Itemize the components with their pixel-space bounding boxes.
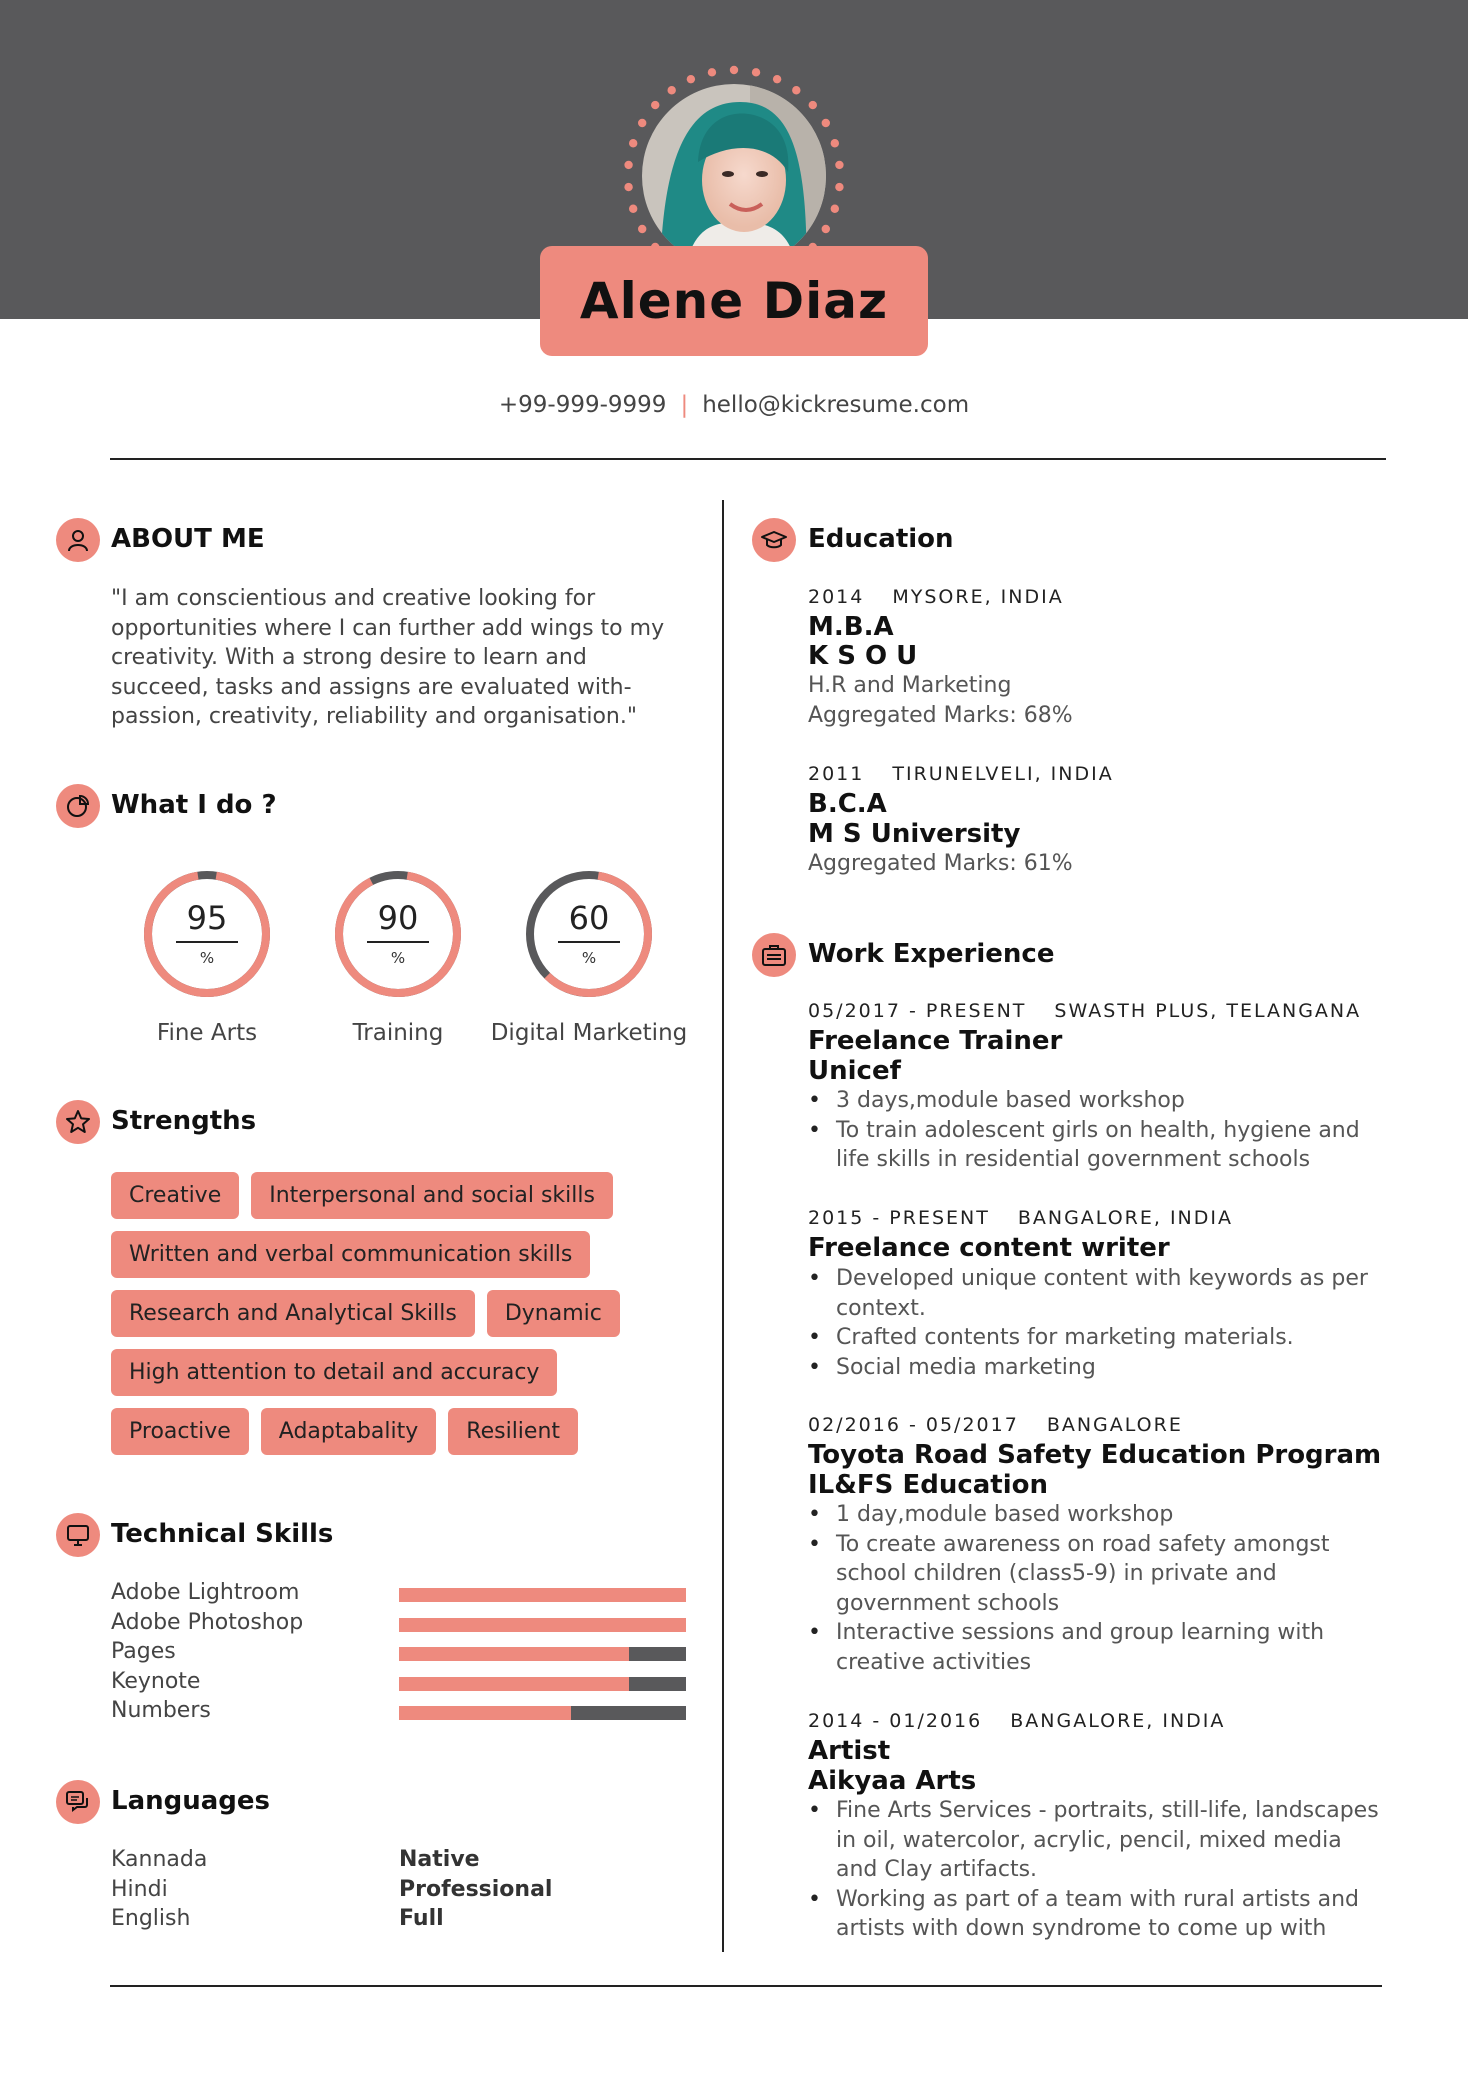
technical-skill-list (111, 1578, 303, 1726)
avatar-ring-dot (651, 101, 659, 109)
job-place: BANGALORE (1046, 1414, 1183, 1436)
education-year: 2011 (808, 763, 865, 785)
skill-bar-fill (399, 1647, 629, 1661)
gauge-label: Training (352, 1020, 444, 1046)
job-title: Freelance content writer (808, 1233, 1170, 1263)
avatar-ring-dot (730, 66, 738, 74)
contact-separator: | (680, 392, 689, 418)
avatar-ring-dot (809, 101, 817, 109)
divider-bottom (110, 1985, 1382, 1987)
job-bullet: • Fine Arts Services - portraits, still-life, landscapes in oil, watercolor, acrylic, pencil, mixed media and Clay artifacts. (808, 1796, 1388, 1885)
avatar-ring-dot (687, 75, 695, 83)
phone-number: +99-999-9999 (498, 392, 667, 418)
education-meta (808, 586, 1064, 608)
skill-bar (399, 1647, 686, 1661)
avatar-ring-dot (752, 68, 760, 76)
gauge-unit: % (390, 949, 406, 967)
job-bullet: • Social media marketing (808, 1353, 1388, 1383)
education-school: K S O U (808, 641, 918, 671)
job-organization: Unicef (808, 1056, 901, 1086)
divider-top (110, 458, 1386, 460)
language-name: English (111, 1906, 191, 1931)
monitor-icon (56, 1513, 100, 1557)
education-place: TIRUNELVELI, INDIA (892, 763, 1114, 785)
gauge-underline (367, 941, 429, 943)
avatar-ring-dot (629, 205, 637, 213)
technical-skill-name: Pages (111, 1639, 176, 1664)
avatar-ring-dot (835, 161, 843, 169)
job-title: Freelance Trainer (808, 1026, 1063, 1056)
job-bullets (808, 1796, 1388, 1944)
gauge-fine-arts (142, 869, 272, 999)
strength-chip: Proactive (111, 1408, 249, 1455)
briefcase-icon (752, 933, 796, 977)
avatar-ring-dot (638, 119, 646, 127)
job-bullet: • 1 day,module based workshop (808, 1500, 1388, 1530)
technical-skill-name: Numbers (111, 1698, 211, 1723)
language-names (111, 1845, 207, 1934)
avatar-ring-dot (624, 161, 632, 169)
language-name: Hindi (111, 1876, 168, 1902)
technical-skill-name: Adobe Photoshop (111, 1609, 304, 1635)
about-text: "I am conscientious and creative looking for opportunities where I can further add wings to my creativity. With a strong desire to learn and succeed, tasks and assigns are evaluated with-passion, creativity, reliability and organisation." (111, 586, 665, 729)
skill-bar-fill (399, 1618, 686, 1632)
work-title: Work Experience (808, 939, 1055, 969)
avatar-ring-dot (667, 86, 675, 94)
job-bullet: • Interactive sessions and group learning with creative activities (808, 1618, 1388, 1677)
gauge-underline (558, 941, 620, 943)
education-meta (808, 763, 1114, 785)
languages-title: Languages (111, 1786, 271, 1816)
job-meta (808, 1414, 1183, 1436)
avatar-ring-dot (822, 119, 830, 127)
person-name: Alene Diaz (579, 272, 889, 330)
avatar-ring-dot (822, 225, 830, 233)
avatar-ring-dot (624, 183, 632, 191)
job-place: BANGALORE, INDIA (1017, 1207, 1234, 1229)
job-place: SWASTH PLUS, TELANGANA (1054, 1000, 1362, 1022)
job-dates: 2015 - PRESENT (808, 1207, 990, 1229)
technical-skill-name: Keynote (111, 1668, 201, 1694)
language-levels (399, 1845, 552, 1934)
job-bullet: • To create awareness on road safety amongst school children (class5-9) in private and government schools (808, 1530, 1388, 1619)
avatar-ring-dot (773, 75, 781, 83)
job-bullet: • 3 days,module based workshop (808, 1086, 1388, 1116)
job-place: BANGALORE, INDIA (1010, 1710, 1226, 1732)
skill-bar (399, 1677, 686, 1691)
strengths-title: Strengths (111, 1106, 257, 1136)
language-level: Full (399, 1906, 444, 1931)
gauge-value: 60 (568, 899, 610, 937)
strength-chip: Dynamic (487, 1290, 620, 1337)
job-bullet: • Developed unique content with keywords as per context. (808, 1264, 1388, 1323)
gauge-unit: % (581, 949, 597, 967)
strength-chip: Interpersonal and social skills (251, 1172, 613, 1219)
user-icon (56, 518, 100, 562)
technical-title: Technical Skills (111, 1519, 334, 1549)
gauge-value: 90 (377, 899, 419, 937)
avatar-ring-dot (629, 139, 637, 147)
education-degree: B.C.A (808, 789, 887, 819)
avatar-ring-dot (708, 68, 716, 76)
gauge-unit: % (199, 949, 215, 967)
skill-bar-fill (399, 1706, 571, 1720)
avatar-ring-dot (831, 139, 839, 147)
job-organization: Aikyaa Arts (808, 1766, 977, 1796)
gauge-training (333, 869, 463, 999)
strength-chip: Research and Analytical Skills (111, 1290, 475, 1337)
skill-bar-fill (399, 1588, 686, 1602)
education-place: MYSORE, INDIA (892, 586, 1064, 608)
gauge-underline (176, 941, 238, 943)
gauge-label: Fine Arts (156, 1020, 258, 1046)
graduation-cap-icon (752, 518, 796, 562)
education-detail: H.R and Marketing (808, 673, 1012, 698)
about-title: ABOUT ME (111, 524, 265, 554)
job-meta (808, 1207, 1233, 1229)
education-detail: Aggregated Marks: 68% (808, 703, 1073, 728)
avatar-ring-dot (831, 205, 839, 213)
education-year: 2014 (808, 586, 865, 608)
job-dates: 05/2017 - PRESENT (808, 1000, 1027, 1022)
gauge-digital-marketing (524, 869, 654, 999)
skill-bar-fill (399, 1677, 629, 1691)
job-organization: IL&FS Education (808, 1470, 1049, 1500)
job-dates: 02/2016 - 05/2017 (808, 1414, 1019, 1436)
column-divider (722, 500, 724, 1952)
skill-bar (399, 1706, 686, 1720)
avatar-ring-dot (835, 183, 843, 191)
job-bullet: • To train adolescent girls on health, hygiene and life skills in residential government schools (808, 1116, 1388, 1175)
job-bullets (808, 1264, 1388, 1382)
job-title: Toyota Road Safety Education Program (808, 1440, 1382, 1470)
language-level: Native (399, 1847, 480, 1872)
strength-chip: Adaptabality (261, 1408, 437, 1455)
star-icon (56, 1100, 100, 1144)
job-dates: 2014 - 01/2016 (808, 1710, 983, 1732)
strength-chip: Resilient (448, 1408, 578, 1455)
strength-chip: Written and verbal communication skills (111, 1231, 590, 1278)
contact-line (0, 392, 1468, 418)
job-bullet: • Crafted contents for marketing materials. (808, 1323, 1388, 1353)
strength-chips (111, 1172, 701, 1467)
skill-bar (399, 1618, 686, 1632)
technical-skill-name: Adobe Lightroom (111, 1580, 300, 1605)
education-title: Education (808, 524, 954, 554)
name-banner (540, 246, 928, 356)
strength-chip: Creative (111, 1172, 239, 1219)
job-title: Artist (808, 1736, 891, 1766)
what-i-do-title: What I do ? (111, 790, 277, 820)
gauge-value: 95 (186, 899, 228, 937)
language-name: Kannada (111, 1847, 208, 1872)
strength-chip: High attention to detail and accuracy (111, 1349, 557, 1396)
pie-chart-icon (56, 784, 100, 828)
job-bullets (808, 1500, 1388, 1677)
language-level: Professional (399, 1876, 553, 1902)
job-meta (808, 1000, 1361, 1022)
job-bullet: • Working as part of a team with rural artists and artists with down syndrome to come up with (808, 1885, 1388, 1944)
education-school: M S University (808, 819, 1021, 849)
job-meta (808, 1710, 1225, 1732)
avatar-ring-dot (638, 225, 646, 233)
skill-bar (399, 1588, 686, 1602)
job-bullets (808, 1086, 1388, 1175)
chat-icon (56, 1780, 100, 1824)
avatar-ring-dot (792, 86, 800, 94)
education-degree: M.B.A (808, 612, 894, 642)
education-detail: Aggregated Marks: 61% (808, 851, 1073, 876)
gauge-label: Digital Marketing (490, 1020, 688, 1046)
email-address: hello@kickresume.com (702, 392, 970, 418)
